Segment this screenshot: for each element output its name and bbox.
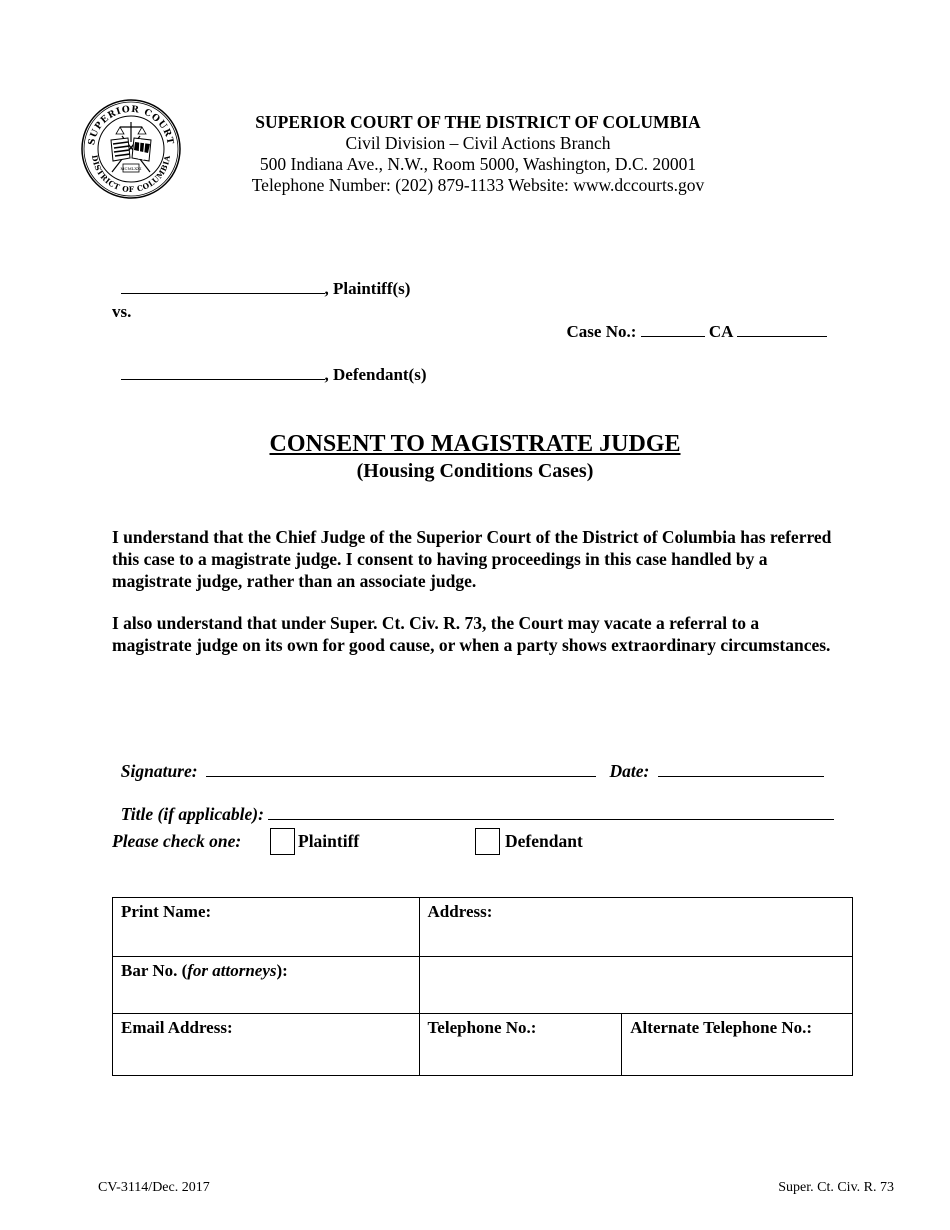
address-cell[interactable]: [419, 898, 852, 957]
defendant-option-label: Defendant: [505, 831, 583, 851]
title-field[interactable]: [268, 818, 834, 820]
court-address: 500 Indiana Ave., N.W., Room 5000, Washington, D.C. 20001: [259, 154, 697, 174]
seal-center-text: MCMLXXI: [120, 166, 142, 171]
telephone-label: Telephone No.:: [427, 1018, 537, 1037]
signature-label: Signature:: [120, 761, 198, 781]
court-name: SUPERIOR COURT OF THE DISTRICT OF COLUMBIA: [255, 112, 701, 132]
party-info-table: [112, 897, 853, 1076]
plaintiff-name-blank[interactable]: [121, 292, 325, 294]
date-label: Date:: [609, 761, 650, 781]
seal-ring-bottom: DISTRICT OF COLUMBIA: [89, 154, 173, 195]
court-division: Civil Division – Civil Actions Branch: [345, 133, 611, 153]
case-no-label: Case No.:: [566, 322, 637, 341]
bar-no-prefix: Bar No. (: [121, 961, 188, 980]
title-row: [112, 783, 834, 825]
seal-ring-top: SUPERIOR COURT: [87, 104, 175, 147]
print-name-cell[interactable]: [113, 898, 420, 957]
form-title: [0, 430, 950, 484]
bar-no-cell[interactable]: [113, 957, 420, 1014]
defendant-label: , Defendant(s): [324, 365, 427, 384]
consent-paragraph: I understand that the Chief Judge of the Superior Court of the District of Columbia has referred this case to a magistrate judge. I consent to having proceedings in this case handled by a magistrate judge, rather than an associate judge.: [112, 527, 832, 591]
plaintiff-checkbox[interactable]: [270, 828, 295, 855]
rule-reference: Super. Ct. Civ. R. 73: [778, 1180, 894, 1195]
plaintiff-label: , Plaintiff(s): [324, 279, 411, 298]
plaintiff-option-label: Plaintiff: [298, 831, 360, 851]
defendant-checkbox[interactable]: [475, 828, 500, 855]
case-number-line: [558, 302, 827, 342]
title-sub: (Housing Conditions Cases): [356, 460, 594, 482]
defendant-name-blank[interactable]: [121, 378, 325, 380]
vs-label: vs.: [112, 302, 132, 321]
date-field[interactable]: [658, 775, 824, 777]
address-label: Address:: [427, 902, 493, 921]
court-seal: [80, 98, 182, 200]
vacate-paragraph: I also understand that under Super. Ct. Civ. R. 73, the Court may vacate a referral to a magistrate judge on its own for good cause, or when a party shows extraordinary circumstances.: [112, 613, 831, 655]
bar-no-suffix: ):: [276, 961, 288, 980]
signature-field[interactable]: [206, 775, 596, 777]
bar-no-italic: for attorneys: [187, 961, 277, 980]
ca-number-blank[interactable]: [737, 335, 827, 337]
email-cell[interactable]: [113, 1014, 420, 1076]
ca-label: CA: [708, 322, 733, 341]
court-header: [200, 112, 756, 196]
check-prompt: Please check one:: [112, 831, 242, 851]
title-main: CONSENT TO MAGISTRATE JUDGE: [269, 431, 681, 457]
alt-telephone-cell[interactable]: [622, 1014, 853, 1076]
defendant-line: [112, 345, 427, 385]
title-label: Title (if applicable):: [120, 804, 264, 824]
court-seal-icon: [80, 98, 182, 200]
email-label: Email Address:: [121, 1018, 233, 1037]
print-name-label: Print Name:: [121, 902, 212, 921]
court-contact: Telephone Number: (202) 879-1133 Website: www.dccourts.gov: [251, 175, 705, 195]
signature-row: [112, 740, 824, 782]
form-id: CV-3114/Dec. 2017: [98, 1180, 210, 1195]
plaintiff-line: [112, 259, 410, 299]
telephone-cell[interactable]: [419, 1014, 622, 1076]
address-continued-cell[interactable]: [419, 957, 852, 1014]
case-no-blank[interactable]: [641, 335, 705, 337]
alt-telephone-label: Alternate Telephone No.:: [630, 1018, 813, 1037]
